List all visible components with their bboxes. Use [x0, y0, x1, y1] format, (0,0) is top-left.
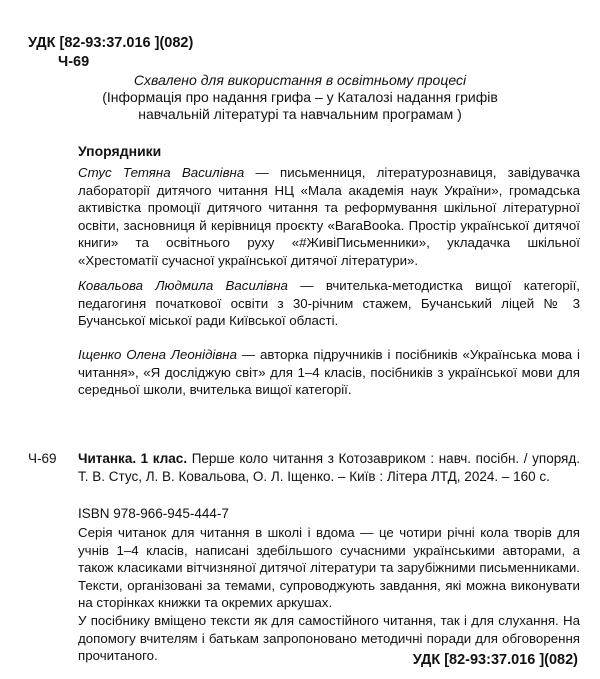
udk-code-top: УДК [82-93:37.016 ](082) [28, 35, 194, 51]
compiler-name: Стус Тетяна Василівна [78, 165, 245, 180]
compiler-name: Іщенко Олена Леонідівна [78, 347, 238, 362]
compiler-description: — авторка підручників і посібників «Українська мова і читання», «Я досліджую світ» для 1–4 класів, посібників з української мови для середньої школи, вчителька вищої категорії. [78, 347, 580, 398]
compilers-heading: Упорядники [78, 143, 162, 159]
compiler-description: — письменниця, літературознавиця, завідувачка лабораторії дитячого читання НЦ «Мала академія наук України», громадська активістка промоції дитячого читання та реформування шкільної літературної освіти, засновниця й керівниця проєкту «BaraBooka. Простір української дитячої книги» та освітнього руху «#ЖивіПисьменники», укладачка шкільної «Хрестоматії сучасної української дитячої літератури». [78, 165, 580, 268]
abstract-paragraph-2: У посібнику вміщено тексти як для самостійного читання, так і для слухання. На допомогу вчителям і батькам запропоновано методичні поради для обговорення прочитаного. [78, 612, 580, 664]
approval-line-3: навчальній літературі та навчальним програмам ) [138, 106, 462, 122]
bibliographic-record [78, 450, 580, 485]
compiler-entry-1 [78, 164, 580, 270]
author-code-top: Ч-69 [58, 54, 90, 70]
book-title: Читанка. 1 клас. [78, 451, 188, 466]
abstract [78, 524, 580, 665]
abstract-paragraph-1: Серія читанок для читання в школі і вдома — це чотири річні кола творів для учнів 1–4 класів, написані здебільшого сучасними українськими авторами, а також класиками вітчизняної дитячої літератури та зарубіжними письменниками. Тексти, організовані за темами, супроводжують завдання, які можна виконувати на сторінках книжки та окремих аркушах. [78, 525, 580, 611]
biblio-author-code: Ч-69 [28, 451, 57, 466]
approval-line-2: (Інформація про надання грифа – у Каталозі надання грифів [102, 89, 498, 105]
compiler-entry-2 [78, 277, 580, 330]
isbn: ISBN 978-966-945-444-7 [78, 506, 229, 521]
book-details: Перше коло читання з Котозавриком : навч. посібн. / упоряд. Т. В. Стус, Л. В. Ковальова, О. Л. Іщенко. – Київ : Літера ЛТД, 2024. – 160 с. [78, 451, 580, 484]
approval-line-1: Схвалено для використання в освітньому процесі [133, 72, 467, 88]
compiler-name: Ковальова Людмила Василівна [78, 278, 288, 293]
compiler-entry-3 [78, 346, 580, 399]
approval-notice [40, 72, 560, 123]
udk-code-bottom: УДК [82-93:37.016 ](082) [412, 652, 578, 668]
compiler-description: — вчителька-методистка вищої категорії, педагогиня початкової освіти з 30-річним стажем, Бучанський ліцей № 3 Бучанської міської ради Київської області. [78, 278, 580, 329]
